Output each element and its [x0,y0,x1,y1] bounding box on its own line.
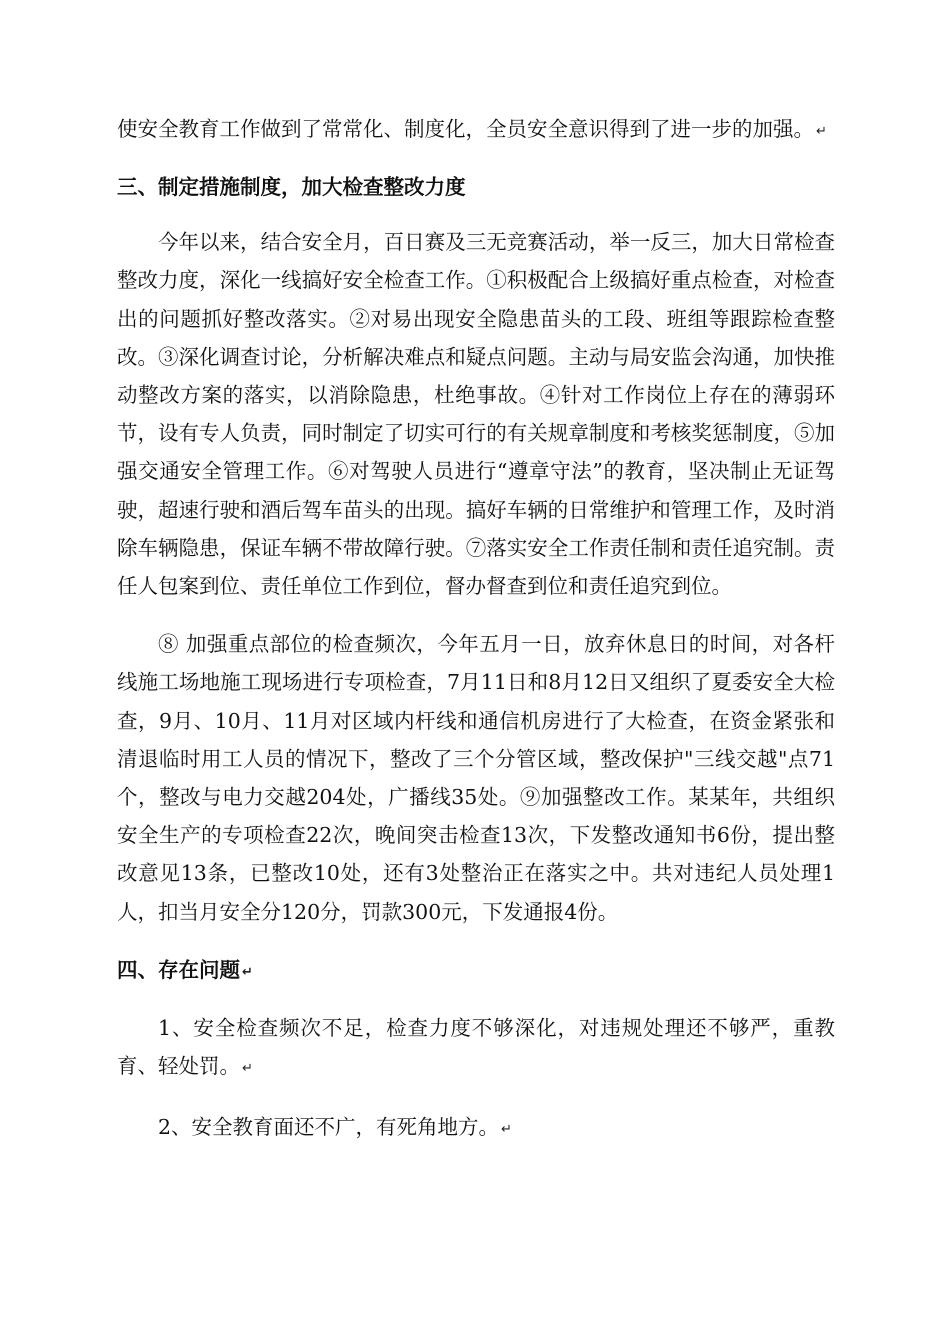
paragraph-5-text: 2、安全教育面还不广，有死角地方。 [158,1115,500,1140]
paragraph-4 [117,1009,835,1088]
paragraph-mark-icon: ↵ [242,1061,251,1077]
paragraph-1-text: 使安全教育工作做到了常常化、制度化，全员安全意识得到了进一步的加强。 [117,117,814,141]
document-page [117,110,835,1149]
paragraph-5 [117,1108,835,1149]
paragraph-mark-icon: ↵ [501,1122,510,1138]
paragraph-2: 今年以来，结合安全月，百日赛及三无竞赛活动，举一反三，加大日常检查整改力度，深化一线搞好安全检查工作。①积极配合上级搞好重点检查，对检查出的问题抓好整改落实。②对易出现安全隐患苗头的工段、班组等跟踪检查整改。③深化调查讨论，分析解决难点和疑点问题。主动与局安监会沟通，加快推动整改方案的落实，以消除隐患，杜绝事故。④针对工作岗位上存在的薄弱环节，设有专人负责，同时制定了切实可行的有关规章制度和考核奖惩制度，⑤加强交通安全管理工作。⑥对驾驶人员进行“遵章守法”的教育，坚决制止无证驾驶，超速行驶和酒后驾车苗头的出现。搞好车辆的日常维护和管理工作，及时消除车辆隐患，保证车辆不带故障行驶。⑦落实安全工作责任制和责任追究制。责任人包案到位、责任单位工作到位，督办督查到位和责任追究到位。 [117,230,835,599]
paragraph-4-text: 1、安全检查频次不足，检查力度不够深化，对违规处理还不够严，重教育、轻处罚。 [117,1015,835,1079]
section-heading-4-text: 四、存在问题 [117,957,240,982]
paragraph-mark-icon: ↵ [816,124,825,139]
paragraph-1 [117,110,835,151]
paragraph-3: ⑧ 加强重点部位的检查频次，今年五月一日，放弃休息日的时间，对各杆线施工场地施工现场进行专项检查，7月11日和8月12日又组织了夏委安全大检查，9月、10月、11月对区域内杆线和通信机房进行了大检查，在资金紧张和清退临时用工人员的情况下，整改了三个分管区域，整改保护"三线交越"点71个，整改与电力交越204处，广播线35处。⑨加强整改工作。某某年，共组织安全生产的专项检查22次，晚间突击检查13次，下发整改通知书6份，提出整改意见13条，已整改10处，还有3处整治正在落实之中。共对违纪人员处理1人，扣当月安全分120分，罚款300元，下发通报4份。 [117,632,835,924]
section-heading-4 [117,951,835,992]
section-heading-3: 三、制定措施制度，加大检查整改力度 [117,175,466,200]
paragraph-mark-icon: ↵ [242,964,251,980]
